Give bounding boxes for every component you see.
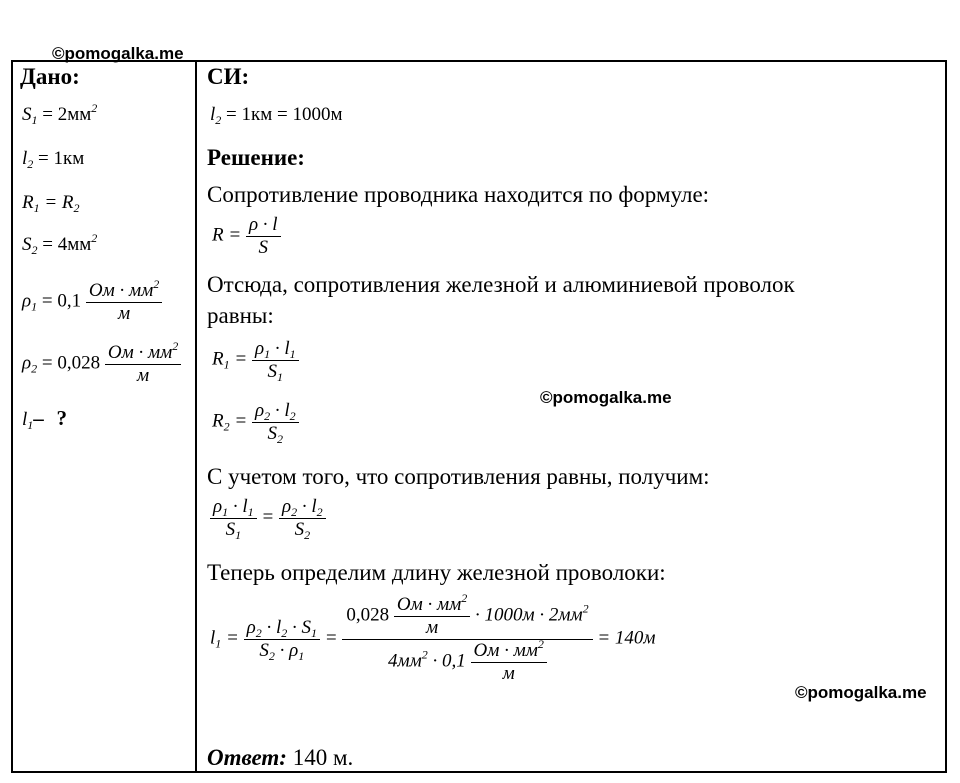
- si-conversion: $l_2 = 1км = 1000м$: [210, 104, 343, 127]
- solution-paragraph: Сопротивление проводника находится по формуле:: [207, 182, 710, 207]
- formula-resistance: R = $\frac{\rho \cdot l}{S}$: [212, 214, 281, 259]
- given-s1: $S_1 = 2мм^2$: [22, 101, 98, 127]
- given-title: Дано:: [20, 64, 80, 89]
- formula-equality: $\frac{\rho_1 \cdot l_1}{S_1}$ = $\frac{\rho_2 \cdot l_2}{S_2}$: [210, 496, 326, 541]
- solution-title: Решение:: [207, 145, 305, 170]
- given-find: $l_1-$ ?: [22, 406, 68, 432]
- column-divider: [195, 60, 197, 773]
- formula-r2: $R_2$ = $\frac{\rho_2 \cdot l_2}{S_2}$: [212, 400, 299, 445]
- solution-paragraph: Теперь определим длину железной проволоки:: [207, 560, 666, 585]
- given-l2: $l_2 = 1км$: [22, 148, 85, 171]
- given-s2: $S_2 = 4мм^2$: [22, 231, 98, 257]
- answer-value: 140 м.: [286, 745, 354, 770]
- given-r-equal: $R_1 = R_2$: [22, 192, 80, 215]
- given-rho2: $\rho_2 = 0,028$ $\frac{Ом \cdot мм^2}{м}$: [22, 342, 181, 387]
- solution-paragraph: равны:: [207, 303, 274, 328]
- answer-label: Ответ:: [207, 745, 287, 770]
- formula-r1: $R_1$ = $\frac{\rho_1 \cdot l_1}{S_1}$: [212, 338, 299, 383]
- solution-paragraph: С учетом того, что сопротивления равны, получим:: [207, 464, 710, 489]
- given-rho1: $\rho_1 = 0,1$ $\frac{Ом \cdot мм^2}{м}$: [22, 280, 162, 325]
- si-title: СИ:: [207, 64, 250, 89]
- answer: [207, 745, 353, 771]
- formula-final: $l_1$ = $\frac{\rho_2 \cdot l_2 \cdot S_1}{S_2 \cdot \rho_1}$ = 0,028 $\frac{Ом \cdot мм^2}{м}$ · $1000м \cdot 2мм^2$ $4мм^2 \cdot 0,1$ $\frac{Ом \cdot мм^2}{м}$ = 140м: [210, 591, 656, 684]
- solution-paragraph: Отсюда, сопротивления железной и алюминиевой проволок: [207, 272, 795, 297]
- watermark: ©pomogalka.me: [795, 683, 927, 702]
- watermark: ©pomogalka.me: [540, 388, 672, 407]
- watermark: ©pomogalka.me: [52, 44, 184, 63]
